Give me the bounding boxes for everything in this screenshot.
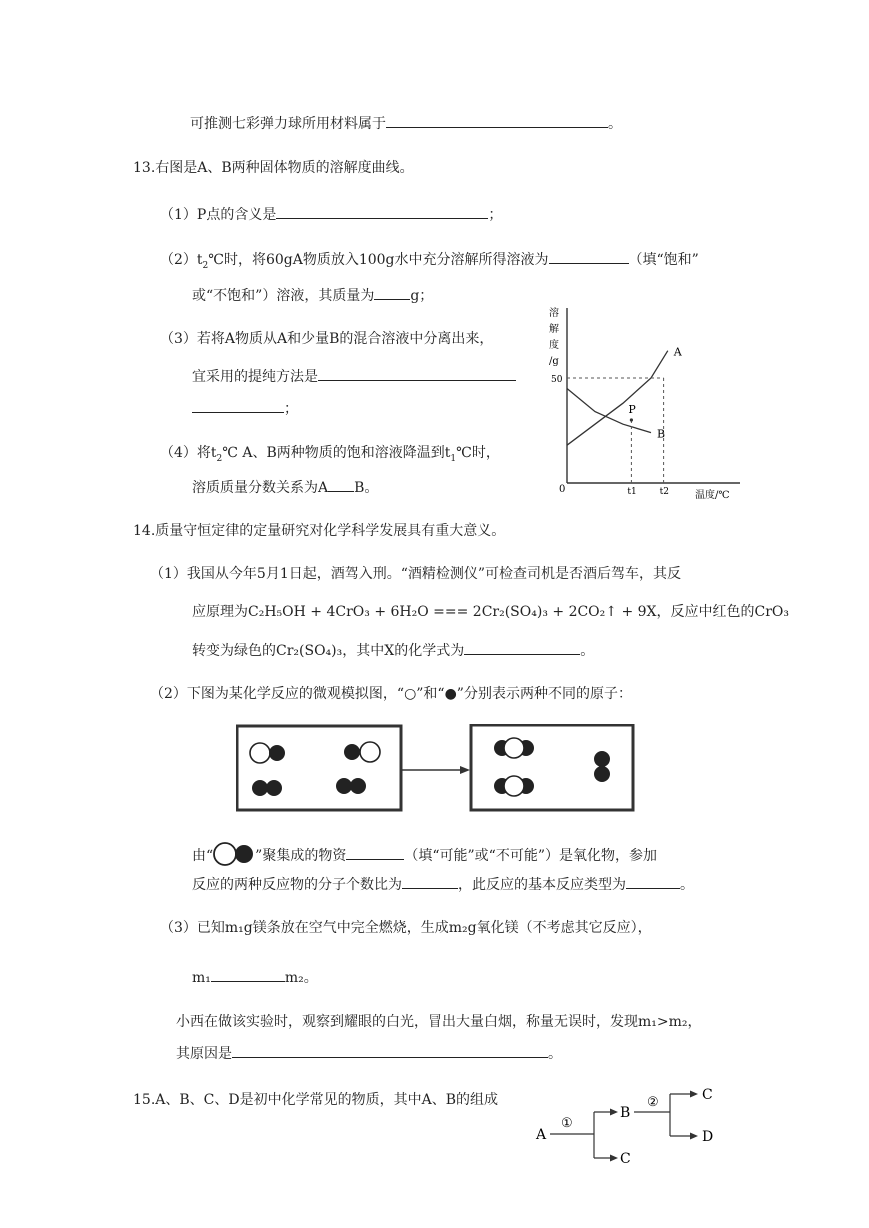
step-2-label: ② bbox=[647, 1095, 659, 1110]
x-tick-label: t2 bbox=[659, 487, 669, 497]
conversion-diagram bbox=[534, 1086, 734, 1170]
molecule-black-white-black bbox=[494, 776, 534, 796]
products-box bbox=[471, 725, 633, 810]
molecule-black-black bbox=[252, 780, 282, 796]
answer-blank[interactable] bbox=[626, 874, 680, 889]
q14-part1-line2: 应原理为C₂H₅OH + 4CrO₃ + 6H₂O === 2Cr₂(SO₄)₃ + 2CO₂↑ + 9X，反应中红色的CrO₃ bbox=[192, 604, 790, 620]
molecule-black-black bbox=[336, 778, 366, 794]
point-label: P bbox=[628, 403, 636, 416]
series-label-B: B bbox=[657, 427, 666, 441]
solubility-chart bbox=[545, 300, 795, 500]
node-b: B bbox=[620, 1105, 631, 1121]
curve-B bbox=[567, 389, 651, 433]
point-p bbox=[630, 418, 633, 421]
q14-part3-line3: 小西在做该实验时，观察到耀眼的白光，冒出大量白烟，称量无误时，发现m₁>m₂， bbox=[176, 1014, 702, 1030]
answer-blank[interactable] bbox=[232, 1043, 548, 1058]
q14-part1-line1: （1）我国从今年5月1日起，酒驾入刑。“酒精检测仪”可检查司机是否酒后驾车，其反 bbox=[150, 566, 682, 582]
q13-part3-line3: ； bbox=[192, 398, 298, 419]
reaction-arrowhead bbox=[460, 766, 470, 774]
answer-blank[interactable] bbox=[211, 967, 285, 982]
q13-part3-line1: （3）若将A物质从A和少量B的混合溶液中分离出来， bbox=[160, 331, 494, 347]
molecule-white-black bbox=[250, 743, 285, 763]
molecule-black-white bbox=[344, 742, 380, 762]
q14-part2-line3: 反应的两种反应物的分子个数比为 ，此反应的基本反应类型为 。 bbox=[192, 874, 694, 895]
q13-stem: 13.右图是A、B两种固体物质的溶解度曲线。 bbox=[133, 160, 414, 176]
molecule-icon-white-black bbox=[211, 841, 257, 867]
q14-part2-line2: 由“ ”聚集成的物资 （填“可能”或“不可能”）是氧化物，参加 bbox=[192, 841, 657, 867]
molecule-black-black-vertical bbox=[594, 751, 610, 782]
chart-layer bbox=[549, 306, 740, 500]
answer-blank[interactable] bbox=[346, 845, 404, 860]
curve-A bbox=[567, 351, 668, 446]
answer-blank[interactable] bbox=[386, 113, 608, 128]
answer-blank[interactable] bbox=[276, 204, 488, 219]
answer-blank[interactable] bbox=[549, 249, 629, 264]
y-axis-label-char: 溶 bbox=[549, 308, 559, 319]
answer-blank[interactable] bbox=[318, 366, 516, 381]
y-axis-label-char: 解 bbox=[549, 324, 559, 335]
node-a: A bbox=[536, 1127, 547, 1143]
q14-part2-line1: （2）下图为某化学反应的微观模拟图，“○”和“●”分别表示两种不同的原子： bbox=[150, 686, 632, 702]
answer-blank[interactable] bbox=[328, 477, 354, 492]
q14-part1-line3: 转变为绿色的Cr₂(SO₄)₃，其中X的化学式为 。 bbox=[192, 640, 594, 661]
q13-part1: （1）P点的含义是 ； bbox=[160, 204, 502, 225]
q13-part2-line2: 或“不饱和”）溶液，其质量为 g； bbox=[192, 285, 433, 306]
x-axis-label: 温度/℃ bbox=[695, 490, 730, 500]
q13-part3-line2: 宜采用的提纯方法是 bbox=[192, 366, 516, 387]
series-label-A: A bbox=[673, 345, 682, 359]
step-1-label: ① bbox=[561, 1116, 573, 1131]
q13-part4-line2: 溶质质量分数关系为A B。 bbox=[192, 477, 378, 498]
y-axis-label-char: /g bbox=[549, 356, 559, 367]
node-d: D bbox=[702, 1129, 714, 1145]
node-c: C bbox=[620, 1151, 631, 1167]
q14-part3-line4: 其原因是 。 bbox=[176, 1043, 562, 1064]
q14-stem: 14.质量守恒定律的定量研究对化学科学发展具有重大意义。 bbox=[133, 523, 506, 539]
reaction-diagram bbox=[236, 724, 636, 814]
q12-line: 可推测七彩弹力球所用材料属于 。 bbox=[190, 113, 622, 134]
answer-blank[interactable] bbox=[464, 640, 580, 655]
x-tick-label: t1 bbox=[627, 487, 637, 497]
y-axis-label-char: 度 bbox=[549, 340, 559, 351]
answer-blank[interactable] bbox=[402, 874, 458, 889]
origin-label: 0 bbox=[559, 484, 566, 495]
y-tick-label: 50 bbox=[551, 375, 563, 385]
q15-stem: 15.A、B、C、D是初中化学常见的物质，其中A、B的组成 bbox=[133, 1092, 498, 1108]
molecule-black-white-black bbox=[494, 738, 534, 758]
answer-blank[interactable] bbox=[192, 398, 284, 413]
q13-part4-line1: （4）将$t_2℃$ A、B两种物质的饱和溶液降温到$t_1℃$时， bbox=[160, 445, 500, 464]
q14-part3-line1: （3）已知m₁g镁条放在空气中完全燃烧，生成m₂g氧化镁（不考虑其它反应）， bbox=[160, 920, 652, 936]
q14-part3-line2: m₁ m₂。 bbox=[192, 967, 318, 988]
reactants-box bbox=[237, 726, 401, 810]
answer-blank[interactable] bbox=[374, 285, 410, 300]
node-c-top: C bbox=[702, 1087, 713, 1103]
q13-part2-line1: $(2)t_2℃$时，将60gA物质放入100g水中充分溶解所得溶液为 （填“饱和” bbox=[160, 249, 699, 276]
